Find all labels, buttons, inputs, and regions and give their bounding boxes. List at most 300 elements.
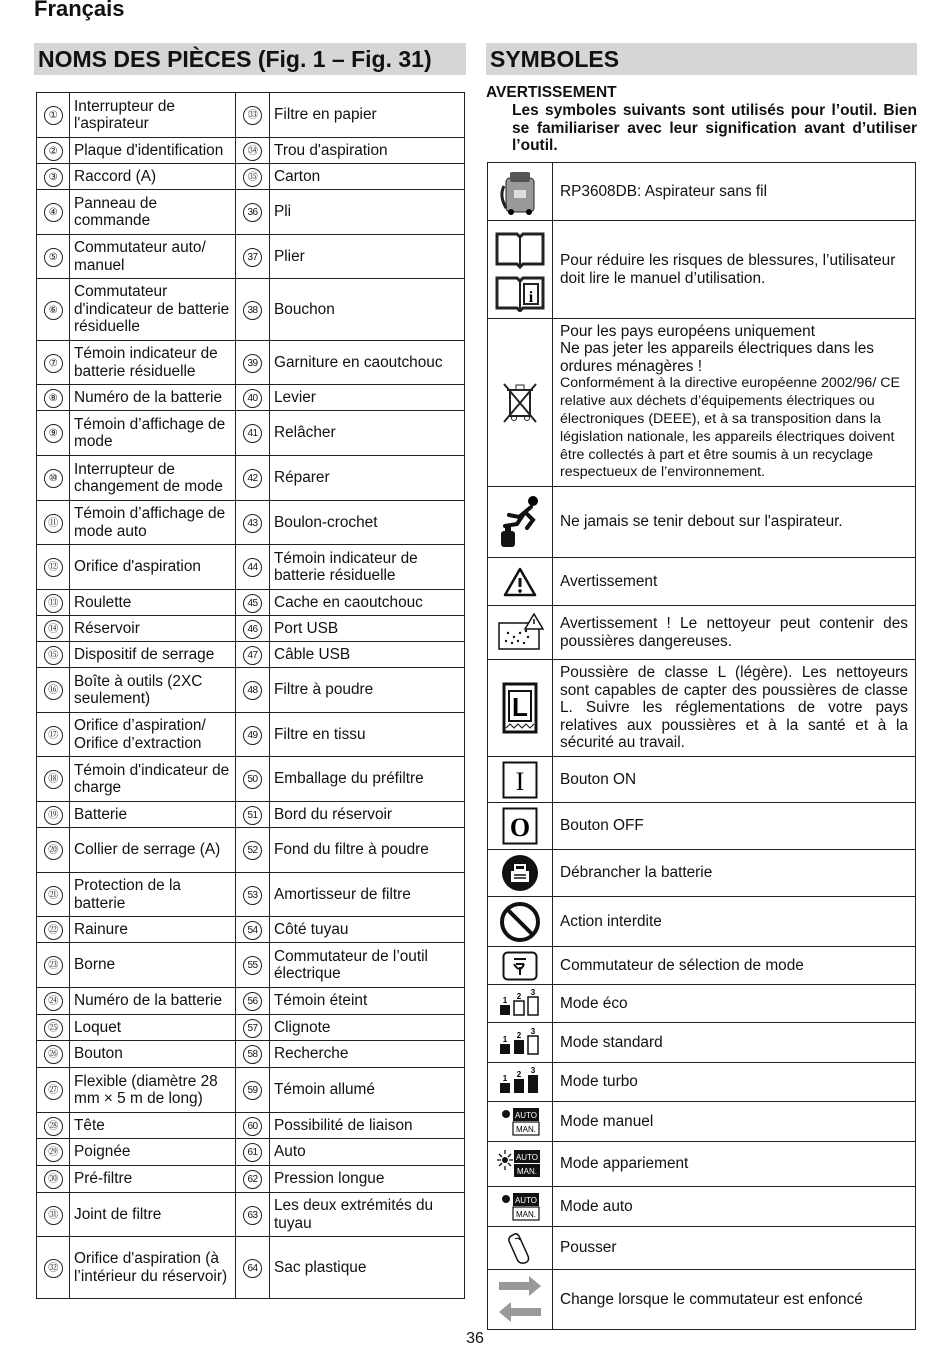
symbols-table [487,162,916,1330]
part-number: 53 [243,886,262,905]
part-label: Relâcher [270,411,465,456]
language-label: Français [34,0,125,21]
part-row [37,501,465,545]
symbol-text: Mode appariement [553,1142,916,1187]
part-label: Amortisseur de filtre [270,873,465,917]
symbol-row [488,757,916,803]
part-row [37,1139,465,1166]
part-row [37,1068,465,1113]
part-number: ⑬ [44,594,63,613]
symbol-row [488,985,916,1023]
mode-selector-icon [488,947,553,985]
symbol-text: Change lorsque le commutateur est enfoncé [553,1270,916,1330]
part-number: 40 [243,389,262,408]
part-number: ④ [44,203,63,222]
part-number-cell [236,943,270,988]
symbol-row [488,1187,916,1227]
part-number: ㉜ [44,1259,63,1278]
part-number: ㉕ [44,1019,63,1038]
part-label: Auto [270,1139,465,1166]
warning-title: AVERTISSEMENT [486,84,617,101]
part-number: ⑯ [44,681,63,700]
part-number: ⑲ [44,806,63,825]
part-label: Bouton [70,1041,236,1068]
unplug-battery-icon [488,850,553,897]
part-number-cell [236,1166,270,1193]
part-label: Pli [270,190,465,235]
part-label: Joint de filtre [70,1193,236,1237]
svg-text:i: i [528,288,534,306]
part-number: ② [44,142,63,161]
part-number-cell [236,545,270,590]
part-row [37,545,465,590]
part-label: Plier [270,235,465,279]
part-number-cell [236,1015,270,1041]
part-number-cell [37,917,70,943]
part-number: ⑮ [44,646,63,665]
parts-table [36,92,465,1299]
part-row [37,988,465,1015]
part-label: Numéro de la batterie [70,385,236,411]
part-row [37,93,465,138]
part-number-cell [236,164,270,190]
part-number: ㉚ [44,1170,63,1189]
part-number-cell [37,501,70,545]
part-number: 61 [243,1143,262,1162]
part-number-cell [37,1193,70,1237]
part-number-cell [37,642,70,668]
part-label: Réparer [270,456,465,501]
part-row [37,668,465,713]
part-label: Recherche [270,1041,465,1068]
symbol-text: Avertissement [553,558,916,606]
part-row [37,411,465,456]
part-number: ⑭ [44,620,63,639]
part-label: Flexible (diamètre 28 mm × 5 m de long) [70,1068,236,1113]
mode-standard-icon [488,1023,553,1063]
part-number: ㉘ [44,1117,63,1136]
part-number-cell [37,545,70,590]
part-number: ㉗ [44,1081,63,1100]
mode-pairing-icon [488,1142,553,1187]
dust-class-l-icon [488,660,553,757]
part-number-cell [37,828,70,873]
part-label: Sac plastique [270,1237,465,1299]
part-label: Orifice d'aspiration (à l’intérieur du réservoir) [70,1237,236,1299]
part-label: Collier de serrage (A) [70,828,236,873]
part-number-cell [236,1237,270,1299]
part-number-cell [37,1113,70,1139]
symbol-text: Ne jamais se tenir debout sur l'aspirateur. [553,487,916,558]
part-number-cell [37,616,70,642]
symbol-row [488,163,916,221]
part-label: Réservoir [70,616,236,642]
part-label: Poignée [70,1139,236,1166]
symbol-text: Pousser [553,1227,916,1270]
part-label: Batterie [70,802,236,828]
part-number: ⑤ [44,248,63,267]
part-number: 64 [243,1259,262,1278]
symbol-text: Commutateur de sélection de mode [553,947,916,985]
part-number-cell [236,873,270,917]
part-number-cell [37,279,70,341]
part-label: Boîte à outils (2XC seulement) [70,668,236,713]
part-number-cell [236,1113,270,1139]
part-label: Pression longue [270,1166,465,1193]
part-row [37,757,465,802]
part-number-cell [37,1166,70,1193]
part-label: Fond du filtre à poudre [270,828,465,873]
man-label: MAN. [517,1167,537,1176]
part-number-cell [236,590,270,616]
part-number-cell [37,456,70,501]
part-number-cell [236,279,270,341]
part-number: 39 [243,354,262,373]
part-number-cell [37,164,70,190]
part-number-cell [37,1139,70,1166]
part-number-cell [236,917,270,943]
part-row [37,385,465,411]
part-label: Clignote [270,1015,465,1041]
part-number-cell [236,411,270,456]
warning-text: Les symboles suivants sont utilisés pour l’outil. Bien se familiariser avec leur signification avant d’utiliser l’outil. [512,102,917,154]
part-number-cell [236,988,270,1015]
part-number: 46 [243,620,262,639]
symbol-text: Mode auto [553,1187,916,1227]
part-number: 37 [243,248,262,267]
push-icon [488,1227,553,1270]
prohibited-icon [488,897,553,947]
off-button-icon [488,803,553,850]
auto-label: AUTO [515,1153,539,1162]
part-number-cell [236,1068,270,1113]
part-number-cell [37,668,70,713]
part-number-cell [236,713,270,757]
part-number-cell [37,93,70,138]
part-number: ㉑ [44,886,63,905]
part-label: Orifice d'aspiration [70,545,236,590]
man-label: MAN. [516,1209,536,1219]
part-number-cell [236,235,270,279]
part-number: ⑦ [44,354,63,373]
part-label: Borne [70,943,236,988]
part-label: Témoin éteint [270,988,465,1015]
symbol-row [488,1102,916,1142]
part-number: ㉝ [243,106,262,125]
part-label: Témoin indicateur de batterie résiduelle [270,545,465,590]
part-number: 49 [243,726,262,745]
part-number: ⑰ [44,726,63,745]
part-label: Témoin indicateur de batterie résiduelle [70,341,236,385]
part-number-cell [236,616,270,642]
level-3-label: 3 [530,1027,536,1036]
part-label: Garniture en caoutchouc [270,341,465,385]
part-number-cell [37,1041,70,1068]
symbol-text: Mode éco [553,985,916,1023]
on-button-icon [488,757,553,803]
part-row [37,943,465,988]
part-number-cell [236,757,270,802]
symbol-text: RP3608DB: Aspirateur sans fil [553,163,916,221]
symbol-text: Poussière de classe L (légère). Les nettoyeurs sont capables de capter des poussières de classe L. Suivre les réglementations de votre pays relatives aux poussières et à la santé et à la sécurité au travail. [553,660,916,757]
part-label: Protection de la batterie [70,873,236,917]
part-number: ㉞ [243,142,262,161]
part-label: Interrupteur de changement de mode [70,456,236,501]
part-label: Côté tuyau [270,917,465,943]
symbol-text: Action interdite [553,897,916,947]
part-number-cell [236,501,270,545]
part-label: Les deux extrémités du tuyau [270,1193,465,1237]
symbol-row [488,1023,916,1063]
on-glyph: I [515,766,525,796]
symbol-row [488,1227,916,1270]
part-number-cell [236,668,270,713]
part-number: 45 [243,594,262,613]
part-row [37,917,465,943]
part-label: Levier [270,385,465,411]
part-number-cell [37,1237,70,1299]
part-label: Bord du réservoir [270,802,465,828]
part-row [37,1041,465,1068]
part-number: ⑫ [44,558,63,577]
part-number: ⑳ [44,841,63,860]
part-label: Raccord (A) [70,164,236,190]
mode-eco-icon [488,985,553,1023]
part-number: ③ [44,168,63,187]
part-number: ㉒ [44,921,63,940]
part-number: ㉛ [44,1206,63,1225]
part-number: ㉓ [44,956,63,975]
part-number-cell [37,943,70,988]
part-number: ① [44,106,63,125]
part-row [37,1015,465,1041]
part-label: Dispositif de serrage [70,642,236,668]
page-number: 36 [466,1330,484,1347]
manual-icon [488,221,553,319]
part-number-cell [236,828,270,873]
part-row [37,164,465,190]
part-number-cell [37,138,70,164]
symbol-row [488,947,916,985]
part-label: Trou d'aspiration [270,138,465,164]
level-3-label: 3 [530,988,536,997]
mode-manual-icon [488,1102,553,1142]
level-2-label: 2 [516,991,522,1001]
weee-bin-icon [488,319,553,487]
symbol-row [488,897,916,947]
part-number: 54 [243,921,262,940]
part-label: Orifice d’aspiration/ Orifice d’extraction [70,713,236,757]
part-label: Commutateur de l’outil électrique [270,943,465,988]
part-row [37,590,465,616]
part-label: Témoin allumé [270,1068,465,1113]
part-label: Carton [270,164,465,190]
symbol-row [488,850,916,897]
part-number: ㉟ [243,168,262,187]
part-label: Commutateur auto/ manuel [70,235,236,279]
part-number: 42 [243,469,262,488]
part-label: Témoin d'indicateur de charge [70,757,236,802]
part-number: ㉙ [44,1143,63,1162]
part-number: 36 [243,203,262,222]
part-row [37,341,465,385]
part-number: ⑪ [44,514,63,533]
symbol-text: Mode turbo [553,1063,916,1102]
part-number-cell [37,802,70,828]
part-label: Rainure [70,917,236,943]
part-row [37,456,465,501]
part-number-cell [236,802,270,828]
part-label: Emballage du préfiltre [270,757,465,802]
part-number: ⑱ [44,770,63,789]
part-number-cell [236,385,270,411]
level-1-label: 1 [502,995,508,1005]
level-1-label: 1 [502,1034,508,1044]
part-number-cell [37,757,70,802]
part-number-cell [236,190,270,235]
part-label: Numéro de la batterie [70,988,236,1015]
part-number: 43 [243,514,262,533]
symbol-text: Débrancher la batterie [553,850,916,897]
symbol-text: Bouton ON [553,757,916,803]
off-glyph: O [509,813,531,842]
part-row [37,713,465,757]
symbol-text: Bouton OFF [553,803,916,850]
part-label: Pré-filtre [70,1166,236,1193]
part-number: 59 [243,1081,262,1100]
symbol-row [488,1142,916,1187]
symbol-row [488,487,916,558]
part-number-cell [37,190,70,235]
part-label: Possibilité de liaison [270,1113,465,1139]
part-number: 60 [243,1117,262,1136]
symbol-row [488,1063,916,1102]
level-1-label: 1 [502,1074,508,1083]
part-number-cell [37,988,70,1015]
symbol-row [488,221,916,319]
level-2-label: 2 [516,1070,522,1079]
part-row [37,873,465,917]
part-number: ⑨ [44,424,63,443]
part-number-cell [37,411,70,456]
part-label: Panneau de commande [70,190,236,235]
part-number: 41 [243,424,262,443]
part-number-cell [37,235,70,279]
part-label: Bouchon [270,279,465,341]
part-number: ⑧ [44,389,63,408]
part-label: Filtre en tissu [270,713,465,757]
class-l-letter: L [512,692,528,722]
part-number: 47 [243,646,262,665]
part-number: 48 [243,681,262,700]
part-label: Port USB [270,616,465,642]
part-number-cell [236,93,270,138]
part-label: Filtre à poudre [270,668,465,713]
part-number-cell [236,1041,270,1068]
part-label: Tête [70,1113,236,1139]
part-label: Câble USB [270,642,465,668]
symbols-heading: SYMBOLES [486,43,917,75]
part-row [37,279,465,341]
part-number-cell [37,385,70,411]
part-number: 52 [243,841,262,860]
dust-warning-icon [488,606,553,660]
part-label: Témoin d’affichage de mode auto [70,501,236,545]
part-row [37,802,465,828]
symbol-text: Mode standard [553,1023,916,1063]
mode-auto-icon [488,1187,553,1227]
part-row [37,1193,465,1237]
part-number: 44 [243,558,262,577]
part-row [37,190,465,235]
auto-label: AUTO [514,1110,538,1120]
symbol-row [488,1270,916,1330]
part-row [37,1166,465,1193]
symbol-row [488,803,916,850]
part-number: 51 [243,806,262,825]
part-number: 38 [243,301,262,320]
part-row [37,1237,465,1299]
part-label: Boulon-crochet [270,501,465,545]
auto-label: AUTO [514,1195,538,1205]
symbol-text: Avertissement ! Le nettoyeur peut contenir des poussières dangereuses. [553,606,916,660]
part-row [37,235,465,279]
part-number: 58 [243,1045,262,1064]
part-number: 55 [243,956,262,975]
part-number: 56 [243,992,262,1011]
part-row [37,642,465,668]
part-number-cell [236,1193,270,1237]
weee-text-main: Pour les pays européens uniquement Ne pas jeter les appareils électriques dans les ordures ménagères ! [560,322,874,375]
part-number: 63 [243,1206,262,1225]
part-number-cell [37,1015,70,1041]
part-row [37,616,465,642]
part-label: Interrupteur de l'aspirateur [70,93,236,138]
symbol-text: Mode manuel [553,1102,916,1142]
part-row [37,828,465,873]
part-number-cell [37,590,70,616]
vacuum-icon [488,163,553,221]
part-number-cell [236,456,270,501]
part-number: ㉔ [44,992,63,1011]
part-number-cell [236,642,270,668]
part-label: Loquet [70,1015,236,1041]
part-number-cell [37,713,70,757]
part-number: ⑥ [44,301,63,320]
weee-text-detail: Conformément à la directive européenne 2002/96/ CE relative aux déchets d’équipements électriques ou électroniques (DEEE), et à sa transposition dans la législation nationale, les appareils électriques doivent être collectés à part et être soumis à un recyclage respectueux de l’environnement. [560,375,900,481]
no-standing-icon [488,487,553,558]
part-number-cell [236,341,270,385]
part-label: Roulette [70,590,236,616]
symbol-text [553,319,916,487]
part-number-cell [37,341,70,385]
symbol-row [488,606,916,660]
symbol-row [488,558,916,606]
part-label: Témoin d’affichage de mode [70,411,236,456]
mode-turbo-icon [488,1063,553,1102]
level-2-label: 2 [516,1030,522,1040]
man-label: MAN. [516,1124,536,1134]
warning-triangle-icon [488,558,553,606]
symbol-row [488,319,916,487]
part-number: 57 [243,1019,262,1038]
part-row [37,1113,465,1139]
part-number: ㉖ [44,1045,63,1064]
level-3-label: 3 [530,1067,536,1075]
part-number-cell [37,1068,70,1113]
parts-heading: NOMS DES PIÈCES (Fig. 1 – Fig. 31) [34,43,466,75]
symbol-row [488,660,916,757]
